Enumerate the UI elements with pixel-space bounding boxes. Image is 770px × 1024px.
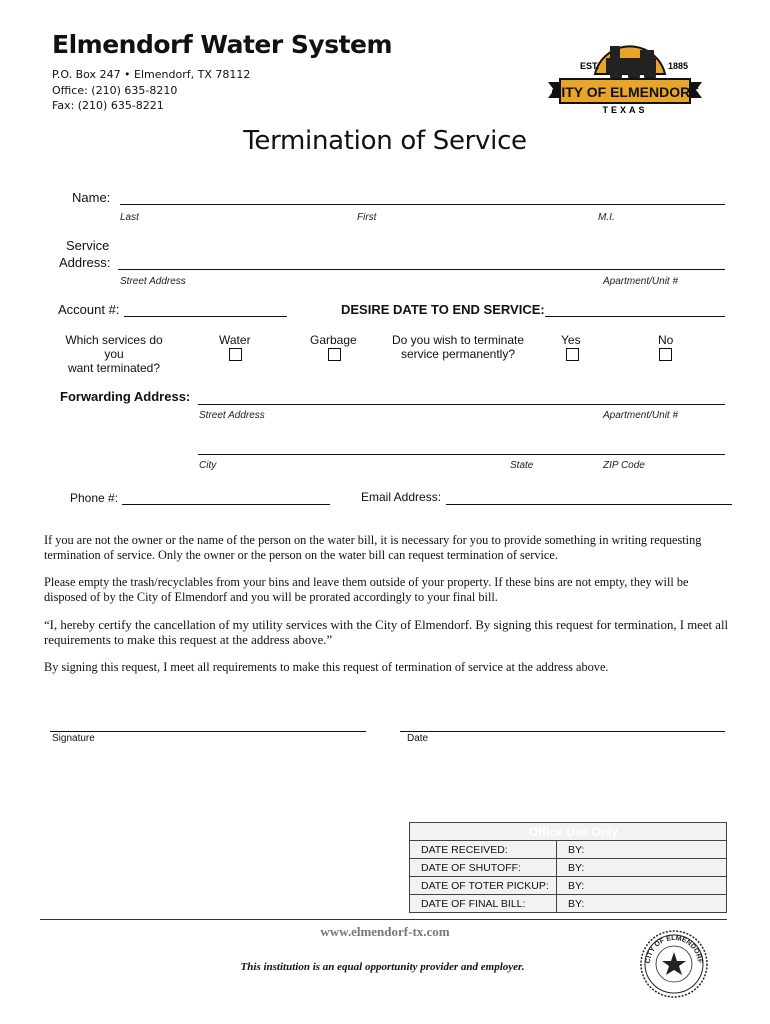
office-row-label: DATE RECEIVED: — [410, 841, 557, 859]
email-label: Email Address: — [361, 490, 442, 504]
office-row-label: DATE OF TOTER PICKUP: — [410, 877, 557, 895]
forwarding-street-caption: Street Address — [199, 410, 265, 421]
office-row-label: DATE OF FINAL BILL: — [410, 895, 557, 913]
table-row — [410, 841, 727, 859]
table-row — [410, 877, 727, 895]
logo-banner: CITY OF ELMENDORF — [551, 84, 699, 100]
organization-name: Elmendorf Water System — [52, 30, 393, 59]
org-office-phone: Office: (210) 635-8210 — [52, 84, 178, 97]
water-label: Water — [219, 333, 251, 347]
services-question-line-1: Which services do you — [65, 333, 163, 361]
service-address-label-1: Service — [66, 238, 110, 253]
org-fax: Fax: (210) 635-8221 — [52, 99, 164, 112]
signing-statement: By signing this request, I meet all requirements to make this request of termination of service at the address above. — [44, 660, 609, 674]
signature-input[interactable] — [50, 731, 366, 732]
logo-est: EST. — [580, 61, 600, 71]
name-first-caption: First — [357, 212, 377, 223]
yes-label: Yes — [561, 333, 581, 347]
table-row — [410, 895, 727, 913]
date-caption: Date — [407, 733, 429, 744]
account-input[interactable] — [124, 316, 287, 317]
seal-text: CITY OF ELMENDORF — [644, 934, 704, 964]
forwarding-city-input[interactable] — [198, 454, 725, 455]
state-caption: State — [510, 460, 534, 471]
water-checkbox[interactable] — [229, 348, 242, 361]
form-title: Termination of Service — [243, 126, 527, 156]
date-input[interactable] — [400, 731, 725, 732]
name-input[interactable] — [120, 204, 725, 205]
office-row-label: DATE OF SHUTOFF: — [410, 859, 557, 877]
permanent-question-line-2: service permanently? — [400, 347, 516, 361]
account-label: Account #: — [58, 302, 120, 317]
no-checkbox[interactable] — [659, 348, 672, 361]
yes-checkbox[interactable] — [566, 348, 579, 361]
no-label: No — [658, 333, 674, 347]
phone-label: Phone #: — [70, 491, 119, 505]
desire-date-label: DESIRE DATE TO END SERVICE: — [341, 302, 545, 317]
office-row-by: BY: — [557, 841, 727, 859]
footer-divider — [40, 919, 727, 920]
certification-paragraph: “I, hereby certify the cancellation of my utility services with the City of Elmendorf. By signing this request for termination, I meet all requirements to make this request at the address above.” — [44, 618, 729, 647]
office-use-heading: Office Use Only — [410, 823, 727, 841]
services-question — [54, 333, 174, 375]
city-seal — [638, 928, 710, 1000]
forwarding-street-input[interactable] — [198, 404, 725, 405]
phone-input[interactable] — [122, 504, 330, 505]
permanent-question — [388, 333, 528, 361]
office-use-table — [409, 822, 727, 913]
forwarding-apartment-caption: Apartment/Unit # — [603, 410, 679, 421]
city-caption: City — [199, 460, 217, 471]
city-logo — [540, 24, 710, 116]
apartment-caption: Apartment/Unit # — [603, 276, 679, 287]
office-row-by: BY: — [557, 877, 727, 895]
org-address: P.O. Box 247 • Elmendorf, TX 78112 — [52, 68, 251, 81]
name-label: Name: — [72, 190, 111, 205]
office-row-by: BY: — [557, 895, 727, 913]
star-icon — [662, 952, 686, 975]
service-address-label-2: Address: — [59, 255, 111, 270]
garbage-label: Garbage — [310, 333, 357, 347]
permanent-question-line-1: Do you wish to terminate — [391, 333, 525, 347]
service-address-input[interactable] — [118, 269, 725, 270]
website-link[interactable]: www.elmendorf-tx.com — [320, 924, 450, 939]
name-last-caption: Last — [120, 212, 139, 223]
office-row-by: BY: — [557, 859, 727, 877]
logo-year: 1885 — [668, 61, 689, 71]
signature-caption: Signature — [52, 733, 95, 744]
owner-notice-paragraph: If you are not the owner or the name of the person on the water bill, it is necessary for you to provide something in writing requesting termination of service. Only the owner or the person on the water bill can request termination of service. — [44, 533, 702, 562]
garbage-checkbox[interactable] — [328, 348, 341, 361]
street-address-caption: Street Address — [120, 276, 186, 287]
table-row — [410, 859, 727, 877]
forwarding-address-label: Forwarding Address: — [60, 389, 191, 404]
name-mi-caption: M.I. — [598, 212, 615, 223]
logo-state: TEXAS — [602, 105, 648, 115]
equal-opportunity-statement: This institution is an equal opportunity provider and employer. — [240, 961, 525, 973]
desire-date-input[interactable] — [545, 316, 725, 317]
services-question-line-2: want terminated? — [67, 361, 161, 375]
zip-caption: ZIP Code — [603, 460, 645, 471]
bins-notice-paragraph: Please empty the trash/recyclables from your bins and leave them outside of your property. If these bins are not empty, they will be disposed of by the City of Elmendorf and you will be prorated accordingly to your final bill. — [44, 575, 689, 604]
email-input[interactable] — [446, 504, 732, 505]
